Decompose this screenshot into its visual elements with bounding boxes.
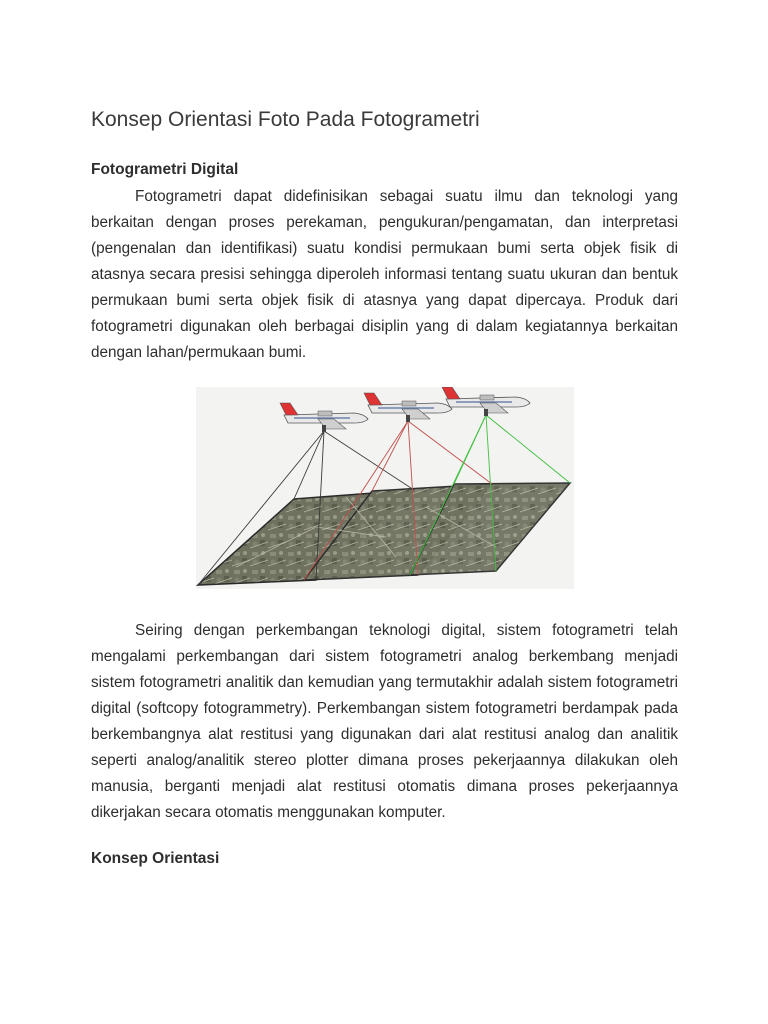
ground-photo-footprints [198, 483, 570, 585]
airplane-icon [442, 387, 530, 416]
development-paragraph: Seiring dengan perkembangan teknologi digital, sistem fotogrametri telah mengalami perkembangan dari sistem fotogrametri analog berkembang menjadi sistem fotogrametri analitik dan kemudian yang termutakhir adalah sistem fotogrametri digital (softcopy fotogrammetry). Perkembangan sistem fotogrametri berdampak pada berkembangnya alat restitusi yang digunakan dari alat restitusi analog dan analitik seperti analog/analitik stereo plotter dimana proses pekerjaannya dilakukan oleh manusia, berganti menjadi alat restitusi otomatis dimana proses pekerjaannya dikerjakan secara otomatis menggunakan komputer. [91, 622, 678, 821]
intro-paragraph: Fotogrametri dapat didefinisikan sebagai suatu ilmu dan teknologi yang berkaitan dengan proses perekaman, pengukuran/pengamatan, dan interpretasi (pengenalan dan identifikasi) suatu kondisi permukaan bumi serta objek fisik di atasnya secara presisi sehingga diperoleh informasi tentang suatu ukuran dan bentuk permukaan bumi serta objek fisik di atasnya yang dapat dipercaya. Produk dari fotogrametri digunakan oleh berbagai disiplin yang di dalam kegiatannya berkaitan dengan lahan/permukaan bumi. [91, 188, 678, 361]
aerial-photogrammetry-figure [196, 387, 574, 589]
section-heading-konsep-orientasi: Konsep Orientasi [91, 850, 220, 867]
airplane-icon [364, 393, 452, 422]
airplane-icon [280, 403, 368, 432]
page-title: Konsep Orientasi Foto Pada Fotogrametri [91, 108, 480, 131]
section-heading-fotogrametri-digital: Fotogrametri Digital [91, 161, 239, 178]
